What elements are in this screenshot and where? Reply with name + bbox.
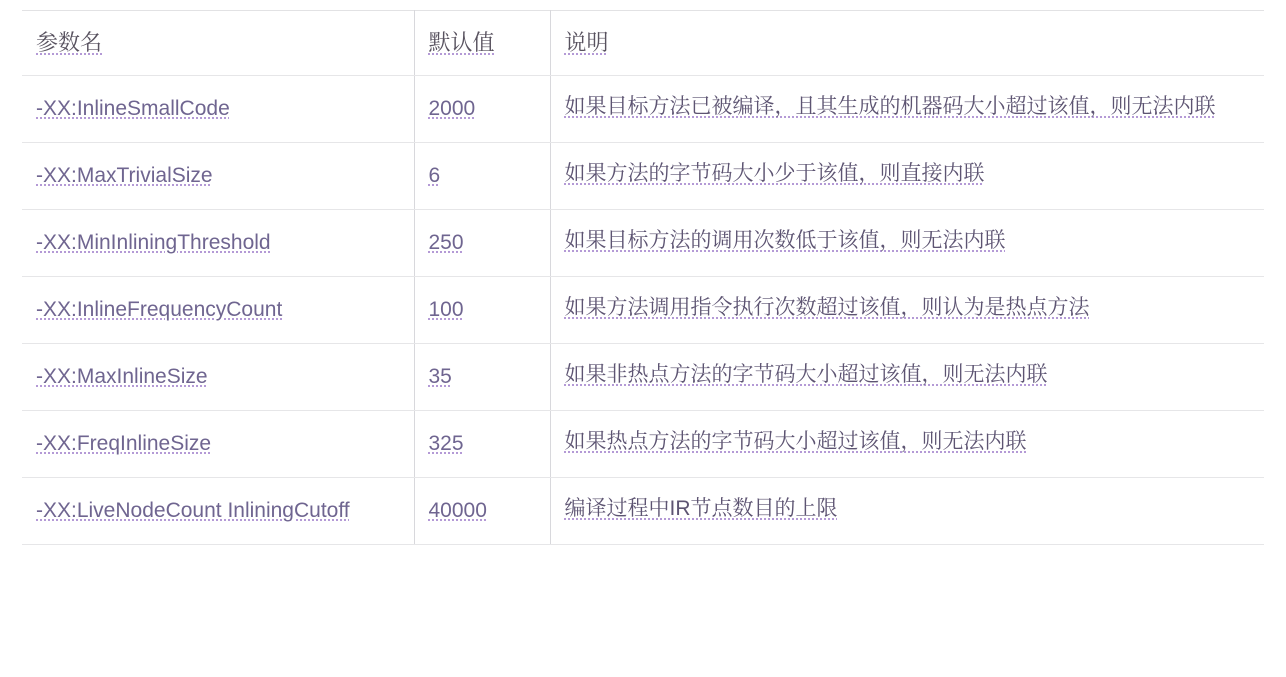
cell-param-name: -XX:MinInliningThreshold	[22, 210, 414, 277]
cell-param-name: -XX:FreqInlineSize	[22, 411, 414, 478]
cell-default-value: 35	[414, 344, 550, 411]
cell-param-name: -XX:LiveNodeCount InliningCutoff	[22, 478, 414, 545]
cell-default-value: 40000	[414, 478, 550, 545]
cell-description: 如果目标方法的调用次数低于该值，则无法内联	[550, 210, 1264, 277]
jvm-inlining-parameters-table	[22, 10, 1264, 545]
cell-default-value: 325	[414, 411, 550, 478]
table-row	[22, 143, 1264, 210]
cell-default-value: 100	[414, 277, 550, 344]
cell-description: 编译过程中IR节点数目的上限	[550, 478, 1264, 545]
table-row	[22, 478, 1264, 545]
table-header-row	[22, 11, 1264, 76]
cell-default-value: 6	[414, 143, 550, 210]
header-cell-description: 说明	[550, 11, 1264, 76]
cell-description: 如果方法的字节码大小少于该值，则直接内联	[550, 143, 1264, 210]
table-row	[22, 411, 1264, 478]
table-row	[22, 210, 1264, 277]
cell-description: 如果非热点方法的字节码大小超过该值，则无法内联	[550, 344, 1264, 411]
header-cell-default-value: 默认值	[414, 11, 550, 76]
cell-param-name: -XX:InlineFrequencyCount	[22, 277, 414, 344]
cell-param-name: -XX:MaxTrivialSize	[22, 143, 414, 210]
cell-description: 如果方法调用指令执行次数超过该值，则认为是热点方法	[550, 277, 1264, 344]
table-row	[22, 344, 1264, 411]
table-row	[22, 277, 1264, 344]
cell-param-name: -XX:InlineSmallCode	[22, 76, 414, 143]
header-cell-param-name: 参数名	[22, 11, 414, 76]
cell-description: 如果热点方法的字节码大小超过该值，则无法内联	[550, 411, 1264, 478]
cell-default-value: 250	[414, 210, 550, 277]
cell-param-name: -XX:MaxInlineSize	[22, 344, 414, 411]
table-row	[22, 76, 1264, 143]
cell-description: 如果目标方法已被编译，且其生成的机器码大小超过该值，则无法内联	[550, 76, 1264, 143]
cell-default-value: 2000	[414, 76, 550, 143]
